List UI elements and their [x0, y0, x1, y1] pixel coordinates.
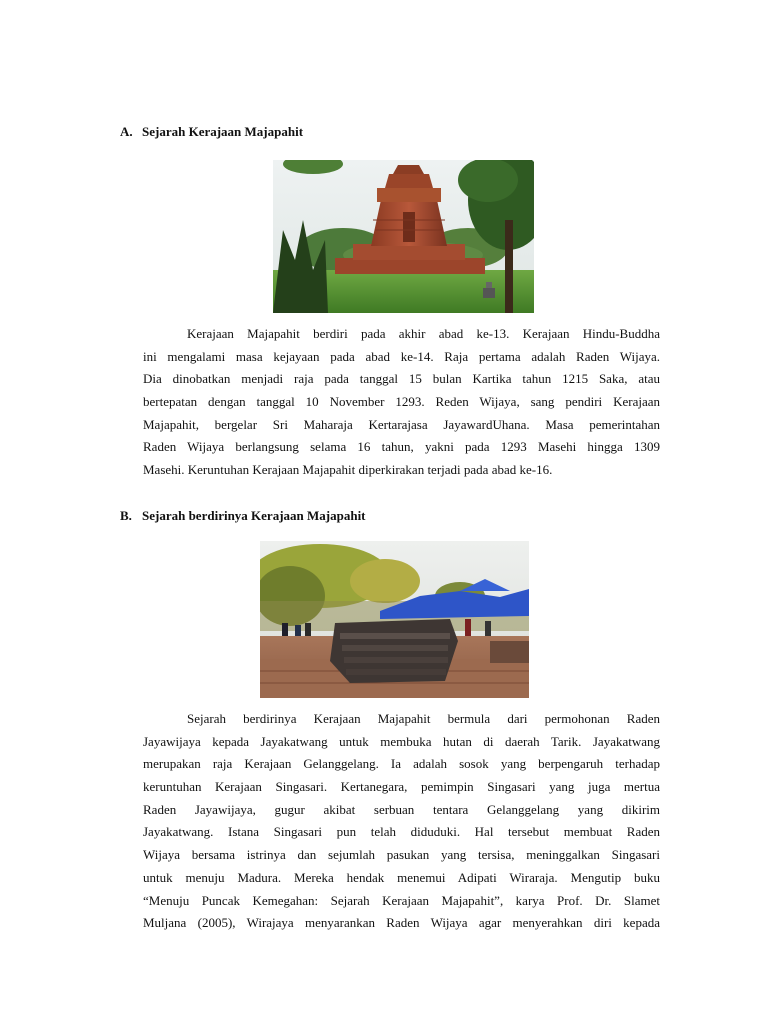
- paragraph-line: ini mengalami masa kejayaan pada abad ke-14. Raja pertama adalah Raden Wijaya.: [143, 348, 660, 364]
- section-b-title: Sejarah berdirinya Kerajaan Majapahit: [142, 508, 366, 523]
- paragraph-line: Muljana (2005), Wirajaya menyarankan Raden Wijaya agar menyerahkan diri kepada: [143, 915, 660, 931]
- paragraph-line: untuk menuju Madura. Mereka hendak menemui Adipati Wiraraja. Mengutip buku: [143, 869, 660, 885]
- paragraph-line: “Menuju Puncak Kemegahan: Sejarah Kerajaan Majapahit”, karya Prof. Dr. Slamet: [143, 892, 660, 908]
- paragraph-line: keruntuhan Kerajaan Singasari. Kertanegara, pemimpin Singasari yang juga mertua: [143, 779, 660, 795]
- temple-photo: [273, 160, 534, 313]
- paragraph-line: Raden Wijaya berlangsung selama 16 tahun, yakni pada 1293 Masehi hingga 1309: [143, 439, 660, 455]
- section-a-title: Sejarah Kerajaan Majapahit: [142, 124, 304, 139]
- excavation-illustration: [260, 541, 529, 698]
- section-a-letter: A.: [120, 124, 133, 139]
- section-b-heading: [120, 508, 366, 524]
- excavation-photo: [260, 541, 529, 698]
- paragraph-line: bertepatan dengan tanggal 10 November 1293. Reden Wijaya, sang pendiri Kerajaan: [143, 394, 660, 410]
- paragraph-line: merupakan raja Kerajaan Gelanggelang. Ia adalah sosok yang berpengaruh terhadap: [143, 756, 660, 772]
- paragraph-line: Dia dinobatkan menjadi raja pada tanggal 15 bulan Kartika tahun 1215 Saka, atau: [143, 371, 660, 387]
- paragraph-line: Jayakatwang. Istana Singasari pun telah diduduki. Hal tersebut membuat Raden: [143, 824, 660, 840]
- paragraph-line: Majapahit, bergelar Sri Maharaja Kertarajasa JayawardUhana. Masa pemerintahan: [143, 416, 660, 432]
- temple-illustration: [273, 160, 534, 313]
- paragraph-line: Raden Jayawijaya, gugur akibat serbuan tentara Gelanggelang yang dikirim: [143, 801, 660, 817]
- paragraph-line: Kerajaan Majapahit berdiri pada akhir abad ke-13. Kerajaan Hindu-Buddha: [187, 326, 660, 341]
- section-b-letter: B.: [120, 508, 132, 523]
- paragraph-line: Masehi. Keruntuhan Kerajaan Majapahit diperkirakan terjadi pada abad ke-16.: [143, 462, 553, 478]
- paragraph-line: Jayawijaya kepada Jayakatwang untuk membuka hutan di daerah Tarik. Jayakatwang: [143, 733, 660, 749]
- section-a-heading: [120, 124, 303, 140]
- paragraph-line: Sejarah berdirinya Kerajaan Majapahit bermula dari permohonan Raden: [187, 711, 660, 726]
- section-a-paragraph: [143, 323, 660, 482]
- section-b-paragraph: [143, 708, 660, 935]
- paragraph-line: Wijaya bersama istrinya dan sejumlah pasukan yang tersisa, meninggalkan Singasari: [143, 847, 660, 863]
